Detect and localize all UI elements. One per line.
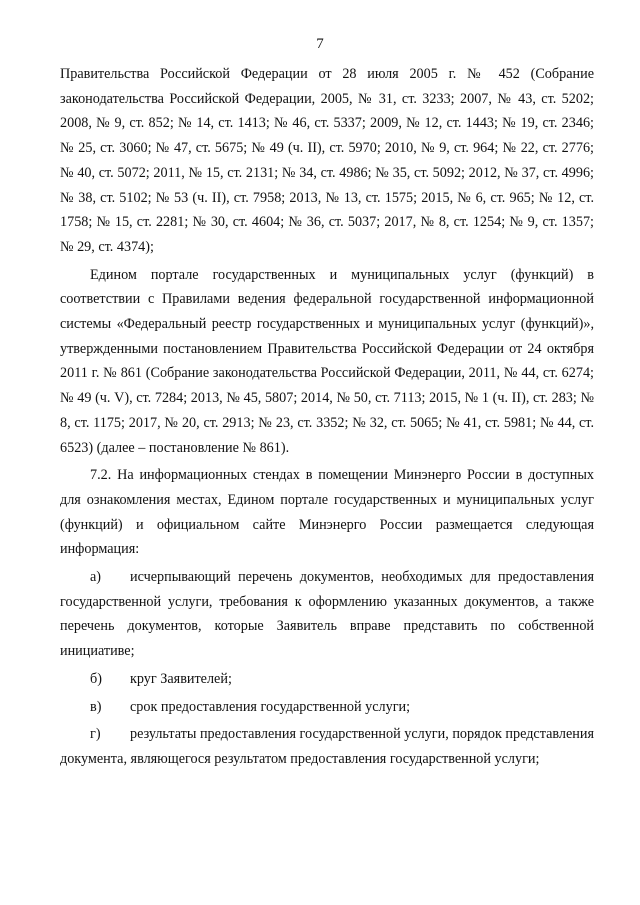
document-body xyxy=(60,62,594,772)
list-item-a xyxy=(60,565,594,664)
list-item-text: круг Заявителей; xyxy=(130,670,232,687)
list-item-text: срок предоставления государственной услуги; xyxy=(130,698,411,715)
list-item-g xyxy=(60,722,594,771)
list-item-text: исчерпывающий перечень документов, необходимых для предоставления государственной услуги, требования к оформлению указанных документов, а также перечень документов, которые Заявитель вправе представить по собственной инициативе; xyxy=(60,569,594,660)
paragraph-unified-portal: Едином портале государственных и муниципальных услуг (функций) в соответствии с Правилами ведения федеральной государственной информационной системы «Федеральный реестр государственных и муниципальных услуг (функций)», утвержденными постановлением Правительства Российской Федерации от 24 октября 2011 г. № 861 (Собрание законодательства Российской Федерации, 2011, № 44, ст. 6274; № 49 (ч. V), ст. 7284; 2013, № 45, 5807; 2014, № 50, ст. 7113; 2015, № 1 (ч. II), ст. 283; № 8, ст. 1175; 2017, № 20, ст. 2913; № 23, ст. 3352; № 32, ст. 5065; № 41, ст. 5981; № 44, ст. 6523) (далее – постановление № 861). xyxy=(60,266,594,456)
list-item-v xyxy=(60,695,594,720)
list-item-text: результаты предоставления государственной услуги, порядок представления документа, являющегося результатом предоставления государственной услуги; xyxy=(60,726,594,767)
paragraph-continuation: Правительства Российской Федерации от 28 июля 2005 г. № 452 (Собрание законодательства Российской Федерации, 2005, № 31, ст. 3233; 2007, № 43, ст. 5202; 2008, № 9, ст. 852; № 14, ст. 1413; № 46, ст. 5337; 2009, № 12, ст. 1443; № 19, ст. 2346; № 25, ст. 3060; № 47, ст. 5675; № 49 (ч. II), ст. 5970; 2010, № 9, ст. 964; № 22, ст. 2776; № 40, ст. 5072; 2011, № 15, ст. 2131; № 34, ст. 4986; № 35, ст. 5092; 2012, № 37, ст. 4996; № 38, ст. 5102; № 53 (ч. II), ст. 7958; 2013, № 13, ст. 1575; 2015, № 6, ст. 965; № 12, ст. 1758; № 15, ст. 2281; № 30, ст. 4604; № 36, ст. 5037; 2017, № 8, ст. 1254; № 9, ст. 1357; № 29, ст. 4374); xyxy=(60,66,594,255)
list-item-b xyxy=(60,667,594,692)
paragraph-7-2: 7.2. На информационных стендах в помещении Минэнерго России в доступных для ознакомления местах, Едином портале государственных и муниципальных услуг (функций) и официальном сайте Минэнерго России размещается следующая информация: xyxy=(60,467,594,558)
page-number: 7 xyxy=(316,36,324,52)
list-marker: б) xyxy=(90,670,102,687)
list-marker: в) xyxy=(90,698,102,715)
list-marker: г) xyxy=(90,726,101,743)
list-marker: а) xyxy=(90,569,102,586)
